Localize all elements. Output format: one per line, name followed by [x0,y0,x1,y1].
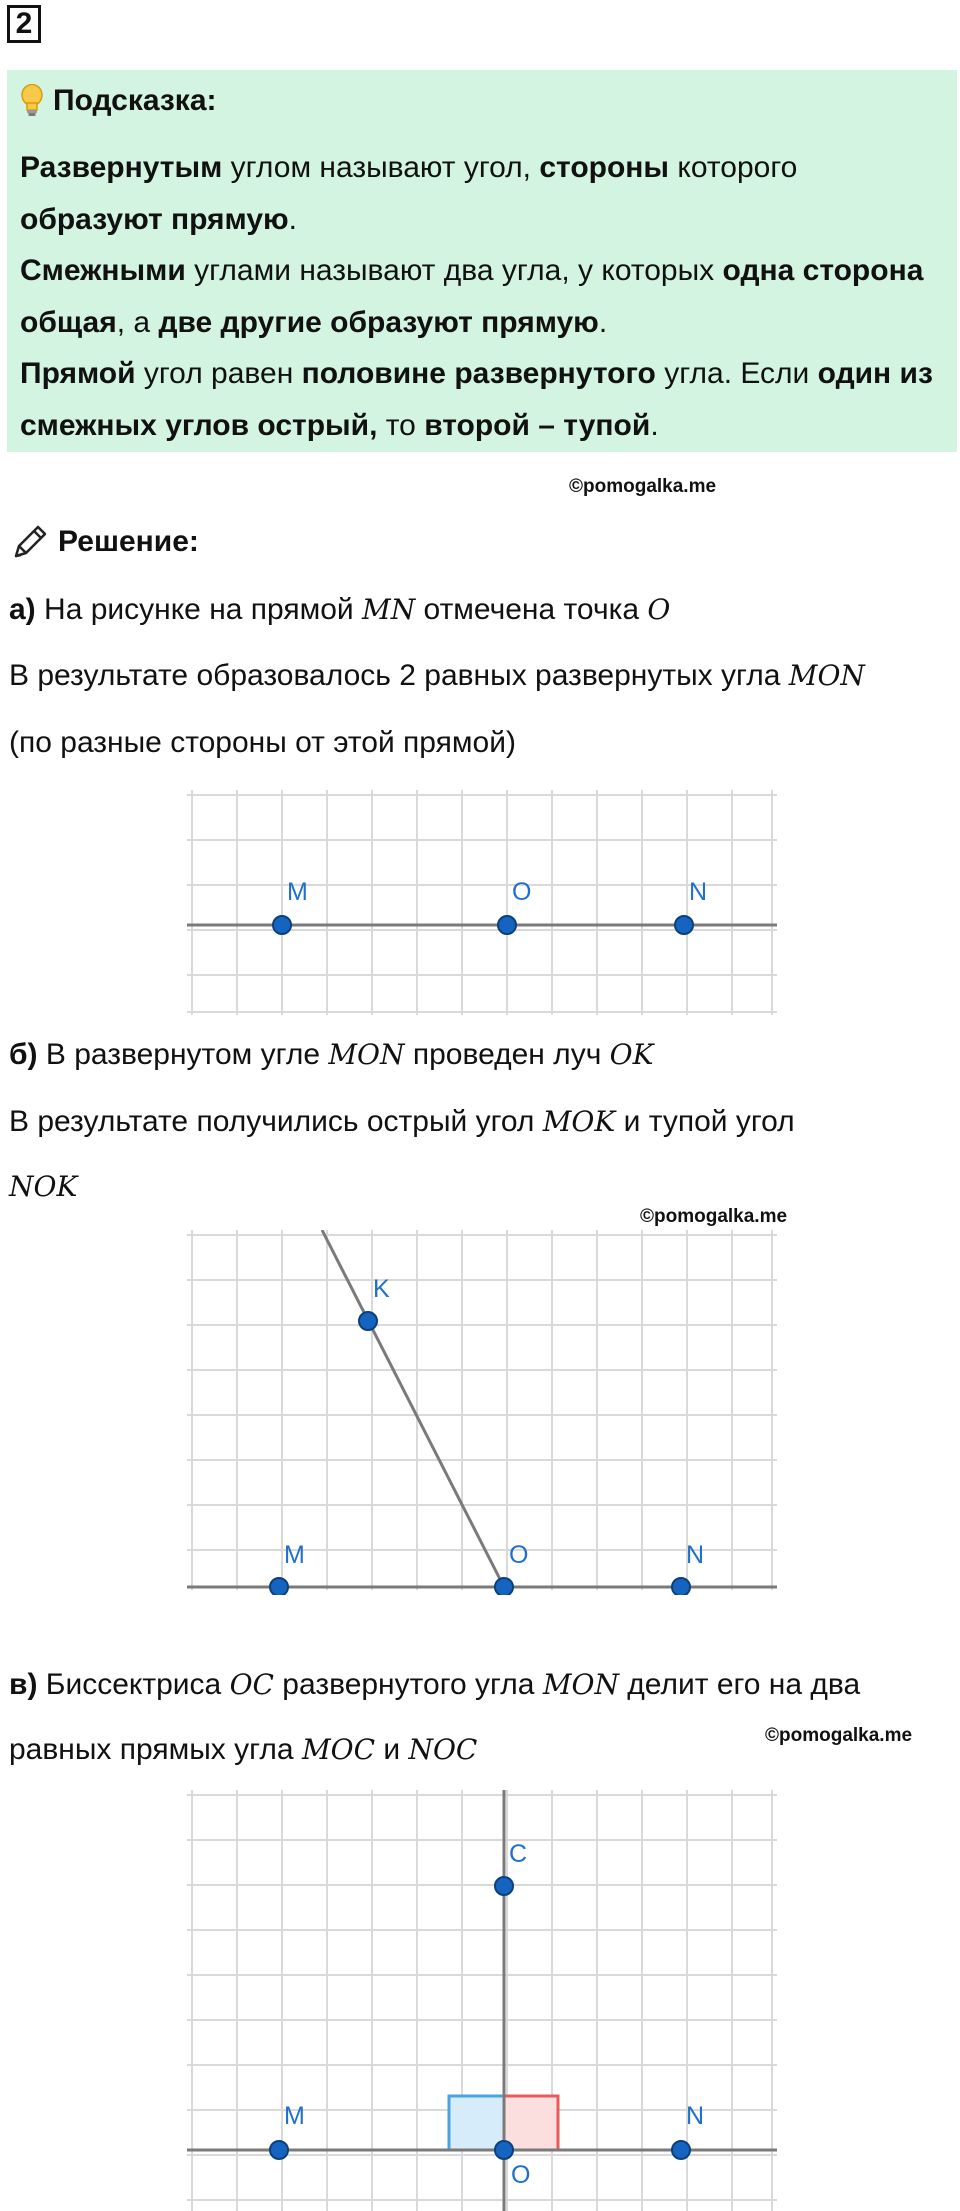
hint-bold: Смежными [20,254,186,287]
label-C: C [509,1840,528,1868]
hint-box [7,70,957,452]
label-M: M [284,1541,305,1569]
math-O: O [647,593,671,626]
solution-title: Решение: [58,525,199,558]
point-O [495,1578,513,1595]
math-MOK: MOK [542,1105,616,1138]
task-number: 2 [7,5,41,43]
part-c-line-2 [9,1733,477,1767]
point-K [359,1312,377,1330]
hint-title: Подсказка: [53,84,217,117]
figure-a [187,790,777,1020]
math-NOK: NOK [9,1170,78,1203]
point-M [273,916,291,934]
part-b-line-2 [9,1105,795,1139]
watermark: ©pomogalka.me [569,476,717,497]
hint-bold: второй – тупой [424,408,651,442]
hint-text-run: которого [669,151,798,184]
hint-text-run: угол равен [135,357,302,390]
math-MON: MON [328,1038,405,1071]
hint-bold: одна сторона общая [20,254,924,339]
figure-c [187,1790,777,2211]
hint-bold: половине развернутого [301,357,656,390]
part-a-label: а) [9,593,36,626]
point-N [672,2141,690,2159]
hint-paragraph [20,142,940,245]
label-O: O [509,1541,529,1569]
figure-b [187,1230,777,1595]
hint-bold: один из смежных углов острый, [20,357,933,442]
math-MON: MON [542,1668,619,1701]
text-run: На рисунке на прямой [35,593,363,626]
part-a-line-2 [9,659,865,693]
hint-paragraph [20,348,940,451]
part-b-line-3 [9,1170,77,1204]
text-run: В результате получились острый угол [9,1105,543,1138]
point-N [672,1578,690,1595]
grid [187,1230,777,1590]
ray-OK [322,1230,504,1587]
point-M [270,1578,288,1595]
hint-bold: Прямой [20,357,136,390]
watermark: ©pomogalka.me [765,1725,913,1746]
lightbulb-icon [21,84,43,118]
math-OC: OC [229,1668,274,1701]
text-run: равных прямых угла [9,1733,302,1766]
math-NOC: NOC [408,1733,478,1766]
part-b-line-1 [9,1038,654,1072]
right-angle-NOC-marker [504,2096,558,2150]
hint-bold: Развернутым [20,151,223,184]
hint-text-run: , а [116,305,159,339]
part-a-line-1 [9,593,670,627]
text-run: и тупой угол [615,1105,795,1138]
label-N: N [689,878,708,906]
part-c-label: в) [9,1668,38,1701]
point-M [270,2141,288,2159]
point-O [498,916,516,934]
label-N: N [686,1541,705,1569]
math-MON: MON [788,659,865,692]
hint-text-run: . [288,202,297,236]
text-run: Биссектриса [37,1668,230,1701]
part-b-label: б) [9,1038,38,1071]
hint-bold: образуют прямую [20,202,289,236]
hint-text-run: углом называют угол, [222,151,540,184]
hint-bold: стороны [539,151,670,184]
label-M: M [284,2102,305,2130]
hint-text-run: . [598,305,608,339]
hint-text [20,142,940,451]
hint-text-run: угла. Если [655,357,818,390]
hint-text-run: то [377,408,425,442]
pencil-icon [10,522,50,562]
solution-header [10,522,199,562]
part-a-line-3: (по разные стороны от этой прямой) [9,726,516,759]
text-run: делит его на два [618,1668,861,1701]
point-N [675,916,693,934]
math-MN: MN [362,593,416,626]
text-run: отмечена точка [415,593,648,626]
text-run: В развернутом угле [37,1038,329,1071]
label-M: M [287,878,308,906]
watermark: ©pomogalka.me [640,1206,788,1227]
label-O: O [512,878,532,906]
text-run: и [375,1733,409,1766]
part-c-line-1 [9,1668,860,1702]
text-run: проведен луч [404,1038,610,1071]
text-run: В результате образовалось 2 равных развернутых угла [9,659,789,692]
math-MOC: MOC [301,1733,376,1766]
hint-paragraph [20,245,940,348]
label-O: O [511,2161,531,2189]
hint-text-run: . [650,408,659,442]
right-angle-MOC-marker [449,2096,504,2150]
math-OK: OK [609,1038,654,1071]
text-run: развернутого угла [273,1668,543,1701]
hint-bold: две другие образуют прямую [158,305,599,339]
point-O [495,2141,513,2159]
hint-header [21,84,217,118]
point-C [495,1877,513,1895]
hint-text-run: углами называют два угла, у которых [185,254,723,287]
label-K: K [373,1275,390,1303]
label-N: N [686,2102,705,2130]
